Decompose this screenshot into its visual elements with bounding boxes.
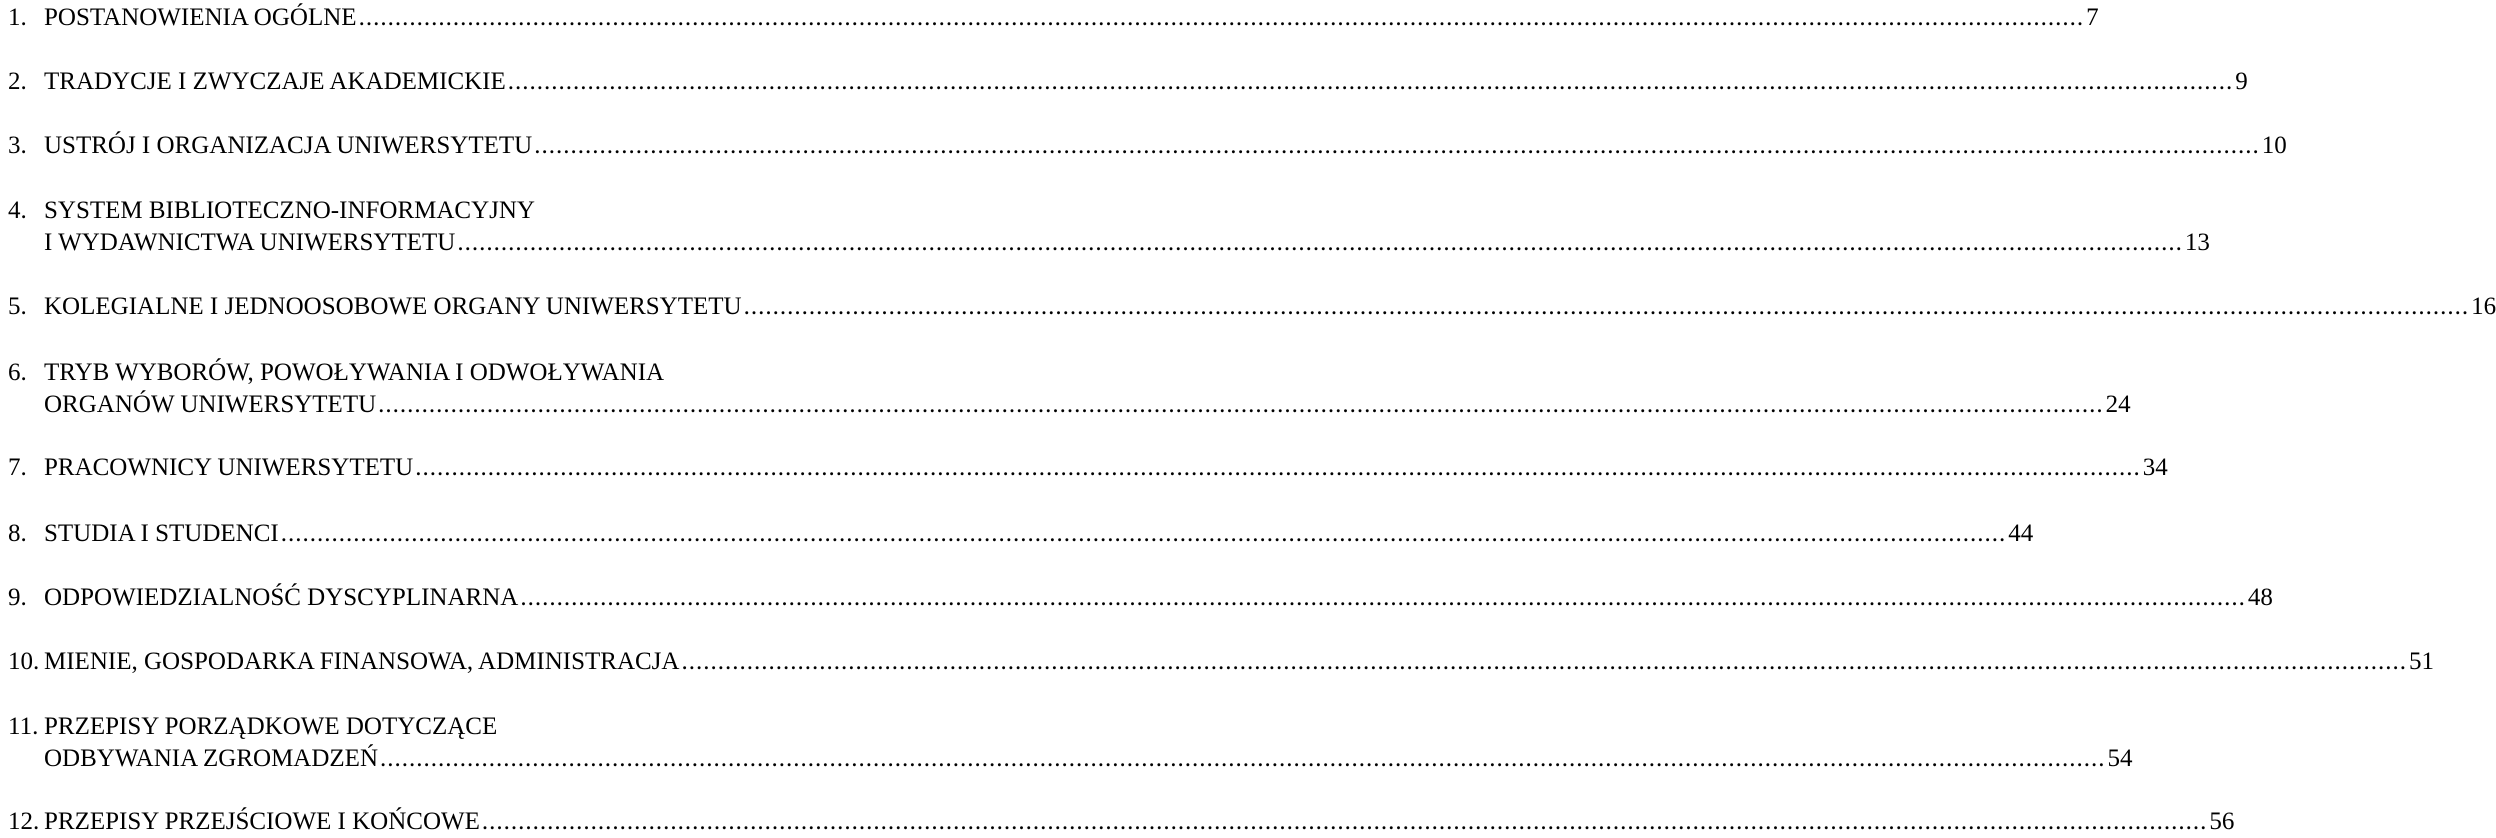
toc-entry-page: 51 <box>2408 648 2434 675</box>
toc-entry-page: 54 <box>2107 745 2133 772</box>
dot-leader <box>415 452 2141 484</box>
toc-entry-title-continued: ODBYWANIA ZGROMADZEŃ <box>44 745 379 772</box>
toc-entry-page: 13 <box>2184 229 2210 256</box>
toc-entry-4[interactable] <box>0 195 955 227</box>
toc-entry-page: 7 <box>2086 4 2099 31</box>
toc-entry-number: 8. <box>8 520 27 547</box>
toc-entry-6-continued[interactable] <box>0 389 2131 421</box>
toc-entry-number: 9. <box>8 584 27 611</box>
toc-entry-number: 7. <box>8 454 27 481</box>
dot-leader <box>482 806 2208 838</box>
toc-entry-title: ODPOWIEDZIALNOŚĆ DYSCYPLINARNA <box>44 584 519 611</box>
dot-leader <box>457 227 2183 259</box>
toc-entry-title: PRACOWNICY UNIWERSYTETU <box>44 454 414 481</box>
toc-entry-title-continued: I WYDAWNICTWA UNIWERSYTETU <box>44 229 456 256</box>
toc-entry-page: 16 <box>2471 293 2496 320</box>
toc-entry-title: TRADYCJE I ZWYCZAJE AKADEMICKIE <box>44 68 506 95</box>
toc-entry-page: 9 <box>2235 68 2248 95</box>
toc-entry-title: KOLEGIALNE I JEDNOOSOBOWE ORGANY UNIWERSYTETU <box>44 293 742 320</box>
toc-entry-number: 3. <box>8 132 27 159</box>
toc-entry-5[interactable] <box>0 291 2496 323</box>
toc-entry-page: 56 <box>2209 808 2235 835</box>
toc-entry-number: 6. <box>8 359 27 386</box>
toc-entry-8[interactable] <box>0 518 2034 550</box>
toc-entry-title: MIENIE, GOSPODARKA FINANSOWA, ADMINISTRACJA <box>44 648 680 675</box>
toc-entry-10[interactable] <box>0 646 2434 678</box>
dot-leader <box>520 582 2246 614</box>
toc-entry-page: 24 <box>2105 391 2131 418</box>
toc-entry-11-continued[interactable] <box>0 743 2133 775</box>
toc-entry-title: PRZEPISY PRZEJŚCIOWE I KOŃCOWE <box>44 808 480 835</box>
toc-entry-title: USTRÓJ I ORGANIZACJA UNIWERSYTETU <box>44 132 533 159</box>
toc-entry-page: 34 <box>2142 454 2168 481</box>
toc-entry-title: STUDIA I STUDENCI <box>44 520 279 547</box>
dot-leader <box>378 389 2104 421</box>
toc-entry-number: 12. <box>8 808 40 835</box>
toc-entry-6[interactable] <box>0 357 955 389</box>
toc-entry-page: 10 <box>2261 132 2287 159</box>
dot-leader <box>508 66 2234 98</box>
toc-entry-page: 44 <box>2008 520 2034 547</box>
toc-entry-number: 10. <box>8 648 40 675</box>
toc-entry-title-continued: ORGANÓW UNIWERSYTETU <box>44 391 377 418</box>
dot-leader <box>281 518 2007 550</box>
toc-entry-11[interactable] <box>0 711 955 743</box>
toc-entry-7[interactable] <box>0 452 2168 484</box>
toc-entry-title: SYSTEM BIBLIOTECZNO-INFORMACYJNY <box>44 197 535 224</box>
toc-entry-number: 2. <box>8 68 27 95</box>
toc-entry-title: POSTANOWIENIA OGÓLNE <box>44 4 357 31</box>
toc-entry-1[interactable] <box>0 2 2099 34</box>
toc-entry-3[interactable] <box>0 130 2287 162</box>
dot-leader <box>744 291 2470 323</box>
dot-leader <box>359 2 2085 34</box>
toc-entry-number: 11. <box>8 713 39 740</box>
dot-leader <box>380 743 2106 775</box>
toc-entry-number: 1. <box>8 4 27 31</box>
toc-entry-title: TRYB WYBORÓW, POWOŁYWANIA I ODWOŁYWANIA <box>44 359 665 386</box>
toc-entry-title: PRZEPISY PORZĄDKOWE DOTYCZĄCE <box>44 713 498 740</box>
dot-leader <box>681 646 2407 678</box>
toc-entry-number: 5. <box>8 293 27 320</box>
toc-entry-page: 48 <box>2247 584 2273 611</box>
toc-entry-4-continued[interactable] <box>0 227 2210 259</box>
dot-leader <box>534 130 2260 162</box>
toc-entry-9[interactable] <box>0 582 2273 614</box>
toc-entry-number: 4. <box>8 197 27 224</box>
toc-entry-2[interactable] <box>0 66 2248 98</box>
toc-entry-12[interactable] <box>0 806 2235 838</box>
